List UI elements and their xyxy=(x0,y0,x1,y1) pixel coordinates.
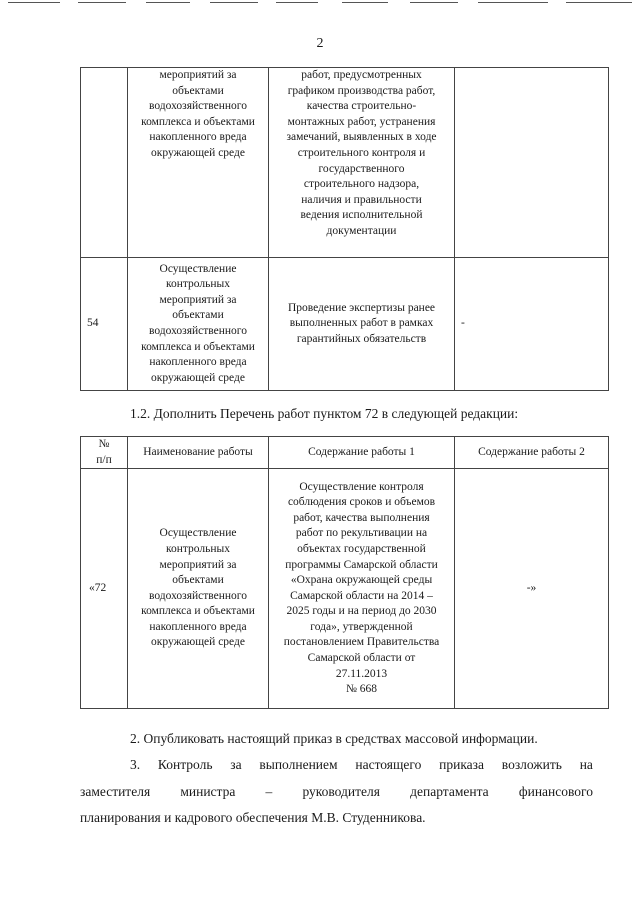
paragraph-3-line-1: 3. Контроль за выполнением настоящего приказа возложить на xyxy=(130,757,593,772)
cell-content-1: Осуществление контроля соблюдения сроков и объемов работ, качества выполнения работ по рекультивации на объектах государственной программы Самарской области «Охрана окружающей среды Самарской области на 2014 – 2025 годы и на период до 2030 года», утвержденной постановлением Правительства Самарской области от 27.11.2013 № 668 xyxy=(269,469,455,709)
cell-num xyxy=(81,68,128,258)
table-row xyxy=(81,68,609,258)
table-row xyxy=(81,469,609,709)
header-content-1: Содержание работы 1 xyxy=(269,437,455,469)
cell-name: Осуществление контрольных мероприятий за объектами водохозяйственного комплекса и объектами накопленного вреда окружающей среде xyxy=(128,469,269,709)
cell-content-2: - xyxy=(455,258,609,391)
cell-content-1: работ, предусмотренных графиком производства работ, качества строительно- монтажных работ, устранения замечаний, выявленных в ходе строительного контроля и государственного строительного надзора, наличия и правильности ведения исполнительной документации xyxy=(269,68,455,258)
cell-name: Осуществление контрольных мероприятий за объектами водохозяйственного комплекса и объектами накопленного вреда окружающей среде xyxy=(128,258,269,391)
paragraph-2: 2. Опубликовать настоящий приказ в средствах массовой информации. xyxy=(130,731,538,746)
table-header-row xyxy=(81,437,609,469)
scan-edge-lines xyxy=(0,0,640,6)
cell-name: мероприятий за объектами водохозяйственного комплекса и объектами накопленного вреда окружающей среде xyxy=(128,68,269,258)
page-number: 2 xyxy=(316,36,324,51)
table-row xyxy=(81,258,609,391)
cell-content-1: Проведение экспертизы ранее выполненных работ в рамках гарантийных обязательств xyxy=(269,258,455,391)
header-content-2: Содержание работы 2 xyxy=(455,437,609,469)
header-name: Наименование работы xyxy=(128,437,269,469)
header-num: № п/п xyxy=(81,437,128,469)
works-table-item-72 xyxy=(80,436,609,709)
works-table-continued xyxy=(80,67,609,391)
paragraph-1-2: 1.2. Дополнить Перечень работ пунктом 72 в следующей редакции: xyxy=(130,406,519,421)
paragraph-3-line-3: планирования и кадрового обеспечения М.В. Студенникова. xyxy=(80,810,426,825)
paragraph-3-line-2: заместителя министра – руководителя департамента финансового xyxy=(80,784,593,799)
cell-content-2 xyxy=(455,68,609,258)
cell-num: 54 xyxy=(81,258,128,391)
cell-content-2: -» xyxy=(455,469,609,709)
cell-num: «72 xyxy=(81,469,128,709)
